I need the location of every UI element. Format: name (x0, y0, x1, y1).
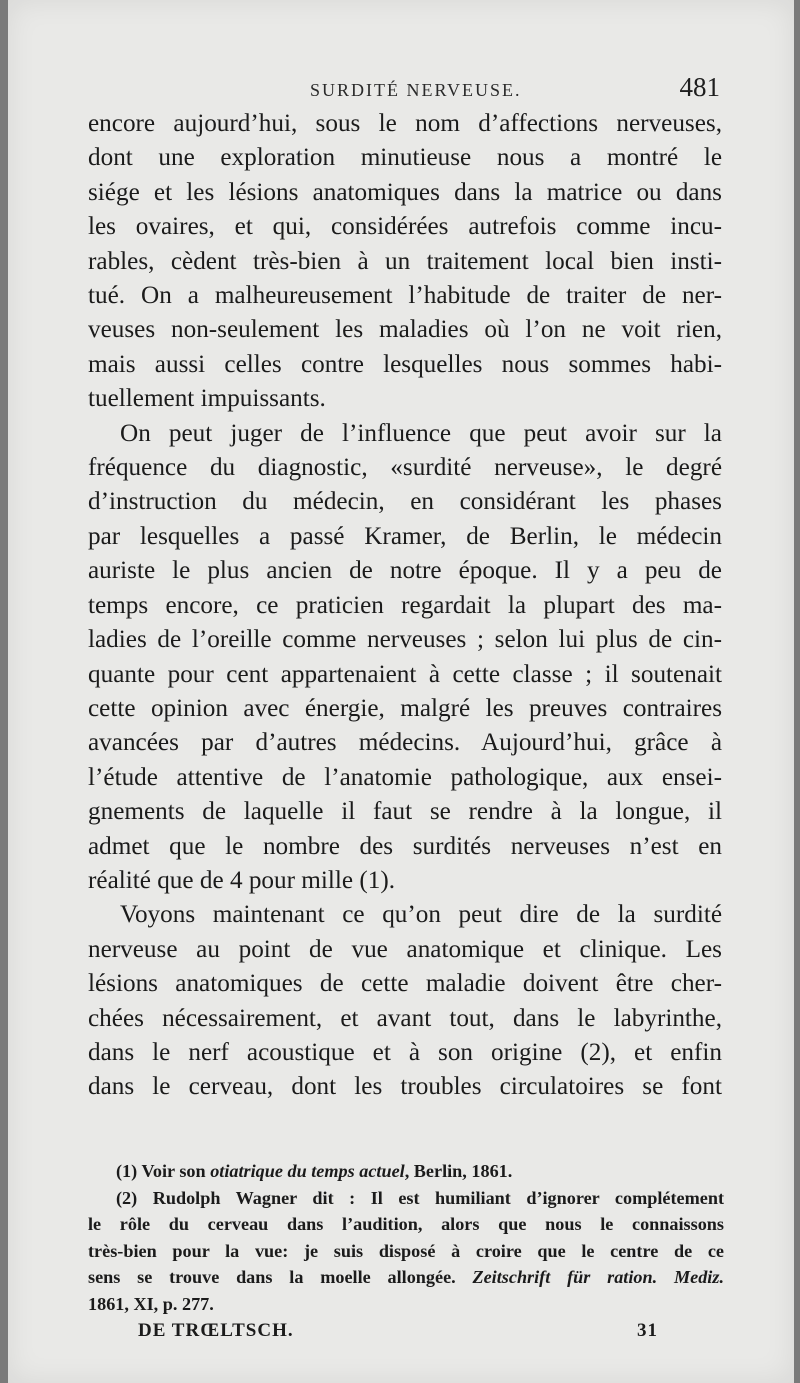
footnote-italic-title: otiatrique du temps actuel (210, 1161, 405, 1181)
footnote-text: Voir son (141, 1161, 211, 1181)
signature-sheet-number: 31 (637, 1320, 658, 1341)
footnote-marker: (1) (116, 1161, 138, 1181)
text-line: tué. On a malheureusement l’habitude de traiter de ner- (88, 282, 722, 310)
page-number: 481 (679, 72, 720, 102)
signature-line (138, 1320, 658, 1350)
footnote-2-line (88, 1185, 724, 1212)
text-line: quante pour cent appartenaient à cette classe ; il soutenait (88, 660, 722, 688)
running-title: SURDITÉ NERVEUSE. (310, 80, 522, 100)
footnote-text: , Berlin, 1861. (404, 1161, 513, 1181)
running-head (88, 70, 720, 104)
text-line: par lesquelles a passé Kramer, de Berlin, le médecin (88, 522, 722, 550)
text-line: tuellement impuissants. (88, 385, 326, 413)
text-line: les ovaires, et qui, considérées autrefois comme incu- (88, 213, 722, 241)
text-line: l’étude attentive de l’anatomie pathologique, aux ensei- (88, 763, 722, 791)
text-line: Voyons maintenant ce qu’on peut dire de la surdité (120, 901, 722, 929)
footnote-2-line: le rôle du cerveau dans l’audition, alors que nous le connaissons (88, 1214, 724, 1235)
footnote-2-line: 1861, XI, p. 277. (88, 1293, 214, 1314)
paragraph-3 (88, 898, 722, 1104)
text-line: avancées par d’autres médecins. Aujourd’hui, grâce à (88, 729, 722, 757)
text-line: rables, cèdent très-bien à un traitement local bien insti- (88, 247, 722, 275)
text-line: dont une exploration minutieuse nous a montré le (88, 144, 722, 172)
text-line: dans le cerveau, dont les troubles circulatoires se font (88, 1073, 722, 1101)
text-line: dans le nerf acoustique et à son origine (2), et enfin (88, 1038, 722, 1066)
text-line: auriste le plus ancien de notre époque. Il y a peu de (88, 557, 722, 585)
text-line: temps encore, ce praticien regardait la plupart des ma- (88, 591, 722, 619)
text-line: d’instruction du médecin, en considérant les phases (88, 488, 722, 516)
footnote-text: Rudolph Wagner dit : Il est humiliant d’ignorer complétement (152, 1187, 724, 1208)
footnote-italic-journal: Zeitschrift für ration. Mediz. (472, 1267, 724, 1288)
footnote-2-line: très-bien pour la vue: je suis disposé à croire que le centre de ce (88, 1240, 724, 1261)
text-line: lésions anatomiques de cette maladie doivent être cher- (88, 970, 722, 998)
text-line: mais aussi celles contre lesquelles nous sommes habi- (88, 350, 722, 378)
footnotes (88, 1158, 724, 1318)
text-line: siége et les lésions anatomiques dans la matrice ou dans (88, 178, 722, 206)
text-line: fréquence du diagnostic, «surdité nerveuse», le degré (88, 454, 722, 482)
text-line: On peut juger de l’influence que peut avoir sur la (120, 419, 722, 447)
paragraph-1 (88, 107, 722, 417)
text-line: cette opinion avec énergie, malgré les preuves contraires (88, 694, 722, 722)
text-line: ladies de l’oreille comme nerveuses ; selon lui plus de cin- (88, 626, 722, 654)
signature-author: DE TRŒLTSCH. (138, 1320, 294, 1341)
footnote-2-line (88, 1264, 724, 1291)
footnote-marker: (2) (116, 1187, 138, 1208)
text-line: encore aujourd’hui, sous le nom d’affections nerveuses, (88, 110, 722, 137)
text-line: gnements de laquelle il faut se rendre à la longue, il (88, 798, 722, 826)
text-line: réalité que de 4 pour mille (1). (88, 866, 396, 894)
text-line: nerveuse au point de vue anatomique et clinique. Les (88, 935, 722, 963)
paragraph-2 (88, 417, 722, 899)
text-line: veuses non-seulement les maladies où l’on ne voit rien, (88, 316, 722, 344)
text-line: chées nécessairement, et avant tout, dans le labyrinthe, (88, 1004, 722, 1032)
body-text (88, 107, 722, 1105)
footnote-1 (88, 1158, 724, 1185)
text-line: admet que le nombre des surdités nerveuses n’est en (88, 832, 722, 860)
book-page (8, 0, 794, 1383)
footnote-text: sens se trouve dans la moelle allongée. (88, 1267, 473, 1288)
